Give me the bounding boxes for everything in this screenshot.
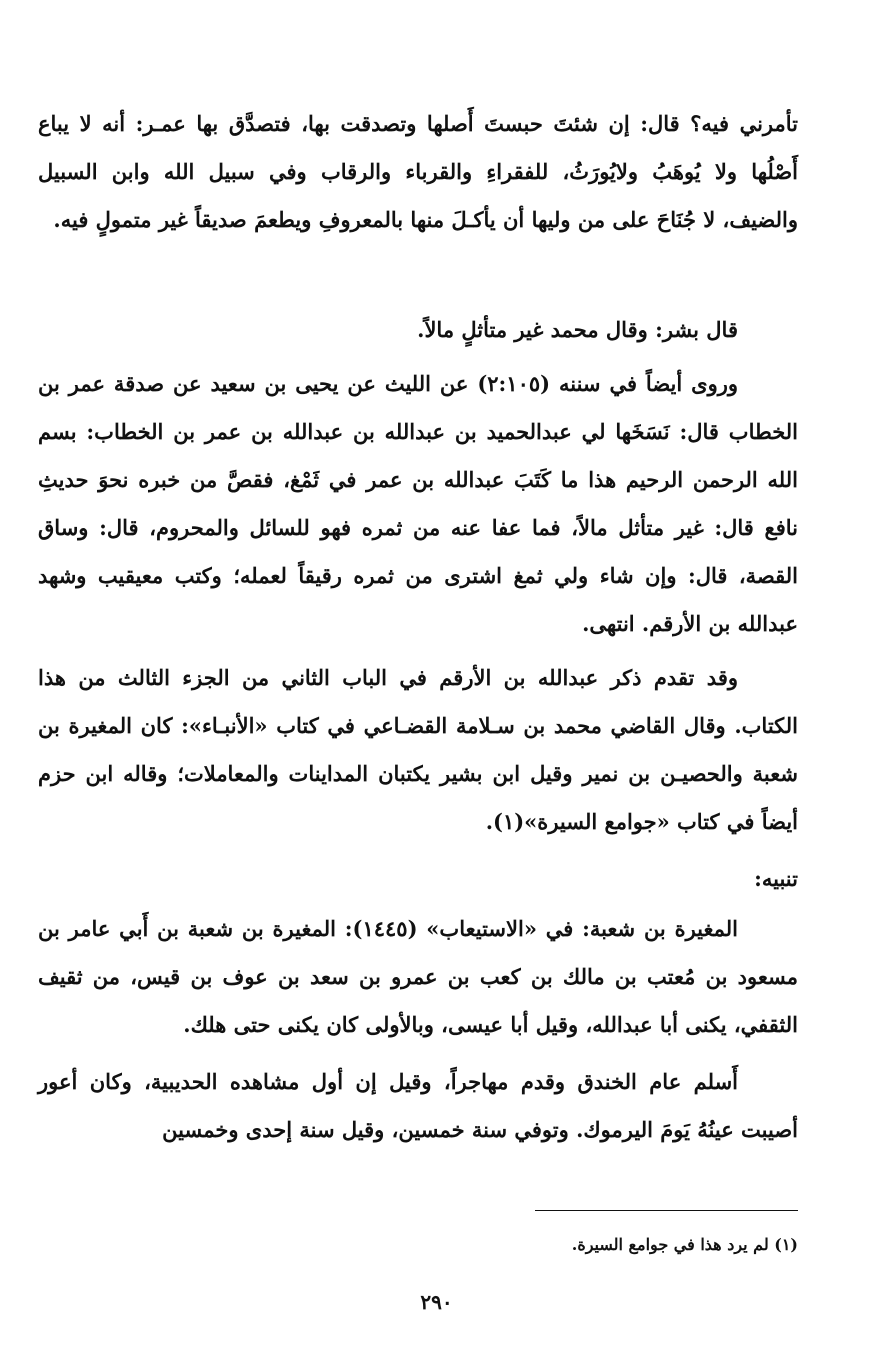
paragraph-text: وقد تقدم ذكر عبدالله بن الأرقم في الباب الثاني من الجزء الثالث من هذا الكتاب. وقال القاضي محمد بن سـلامة القضـاعي في كتاب «الأنبـاء»: كان المغيرة بن شعبة والحصيـن بن نمير وقيل ابن بشير يكتبان المداينات والمعاملات؛ وقاله ابن حزم أيضاً في كتاب «جوامع السيرة»(١). [38,665,798,834]
paragraph-text: قال بشر: وقال محمد غير متأثلٍ مالاً. [417,317,738,342]
paragraph-text: أَسلم عام الخندق وقدم مهاجراً، وقيل إن أول مشاهده الحديبية، وكان أعور أصيبت عينُهُ يَومَ اليرموك. وتوفي سنة خمسين، وقيل سنة إحدى وخمسين [38,1069,798,1142]
paragraph-islam [38,1058,798,1154]
heading-text: تنبيه: [754,866,798,891]
paragraph-text: تأمرني فيه؟ قال: إن شئتَ حبستَ أَصلها وتصدقت بها، فتصدَّق بها عمـر: أنه لا يباع أَصْلُها ولا يُوهَبُ ولايُورَثُ، للفقراءِ والقرباء والرقاب وفي سبيل الله وابن السبيل والضيف، لا جُنَاحَ على من وليها أن يأكـلَ منها بالمعروفِ ويطعمَ صديقاً غير متمولٍ فيه. [38,111,798,232]
section-heading [38,855,798,903]
paragraph-mughira [38,905,798,1049]
paragraph-sunan [38,360,798,648]
footnote-divider [535,1210,798,1211]
paragraph-arqam [38,654,798,846]
paragraph-text: المغيرة بن شعبة: في «الاستيعاب» (١٤٤٥): المغيرة بن شعبة بن أَبي عامر بن مسعود بن مُعتب بن مالك بن كعب بن عمرو بن سعد بن عوف بن قيس، من ثقيف الثقفي، يكنى أبا عبدالله، وقيل أبا عيسى، وبالأولى كان يكنى حتى هلك. [38,916,798,1037]
paragraph-text: وروى أيضاً في سننه (٢:١٠٥) عن الليث عن يحيى بن سعيد عن صدقة عمر بن الخطاب قال: نَسَخَها لي عبدالحميد بن عبدالله بن عبدالله بن عمر بن الخطاب: بسم الله الرحمن الرحيم هذا ما كَتَبَ عبدالله بن عمر في ثَمْغ، فقصَّ من خبره نحوَ حديثِ نافع قال: غير متأثل مالاً، فما عفا عنه من ثمره فهو للسائل والمحروم، قال: وساق القصة، قال: وإن شاء ولي ثمغ اشترى من ثمره رقيقاً لعمله؛ وكتب معيقيب وشهد عبدالله بن الأرقم. انتهى. [38,371,798,636]
paragraph-bishr [38,306,798,354]
page-number: ٢٩٠ [420,1290,453,1314]
footnote: (١) لم يرد هذا في جوامع السيرة. [571,1235,798,1254]
paragraph-continuation [38,100,798,244]
